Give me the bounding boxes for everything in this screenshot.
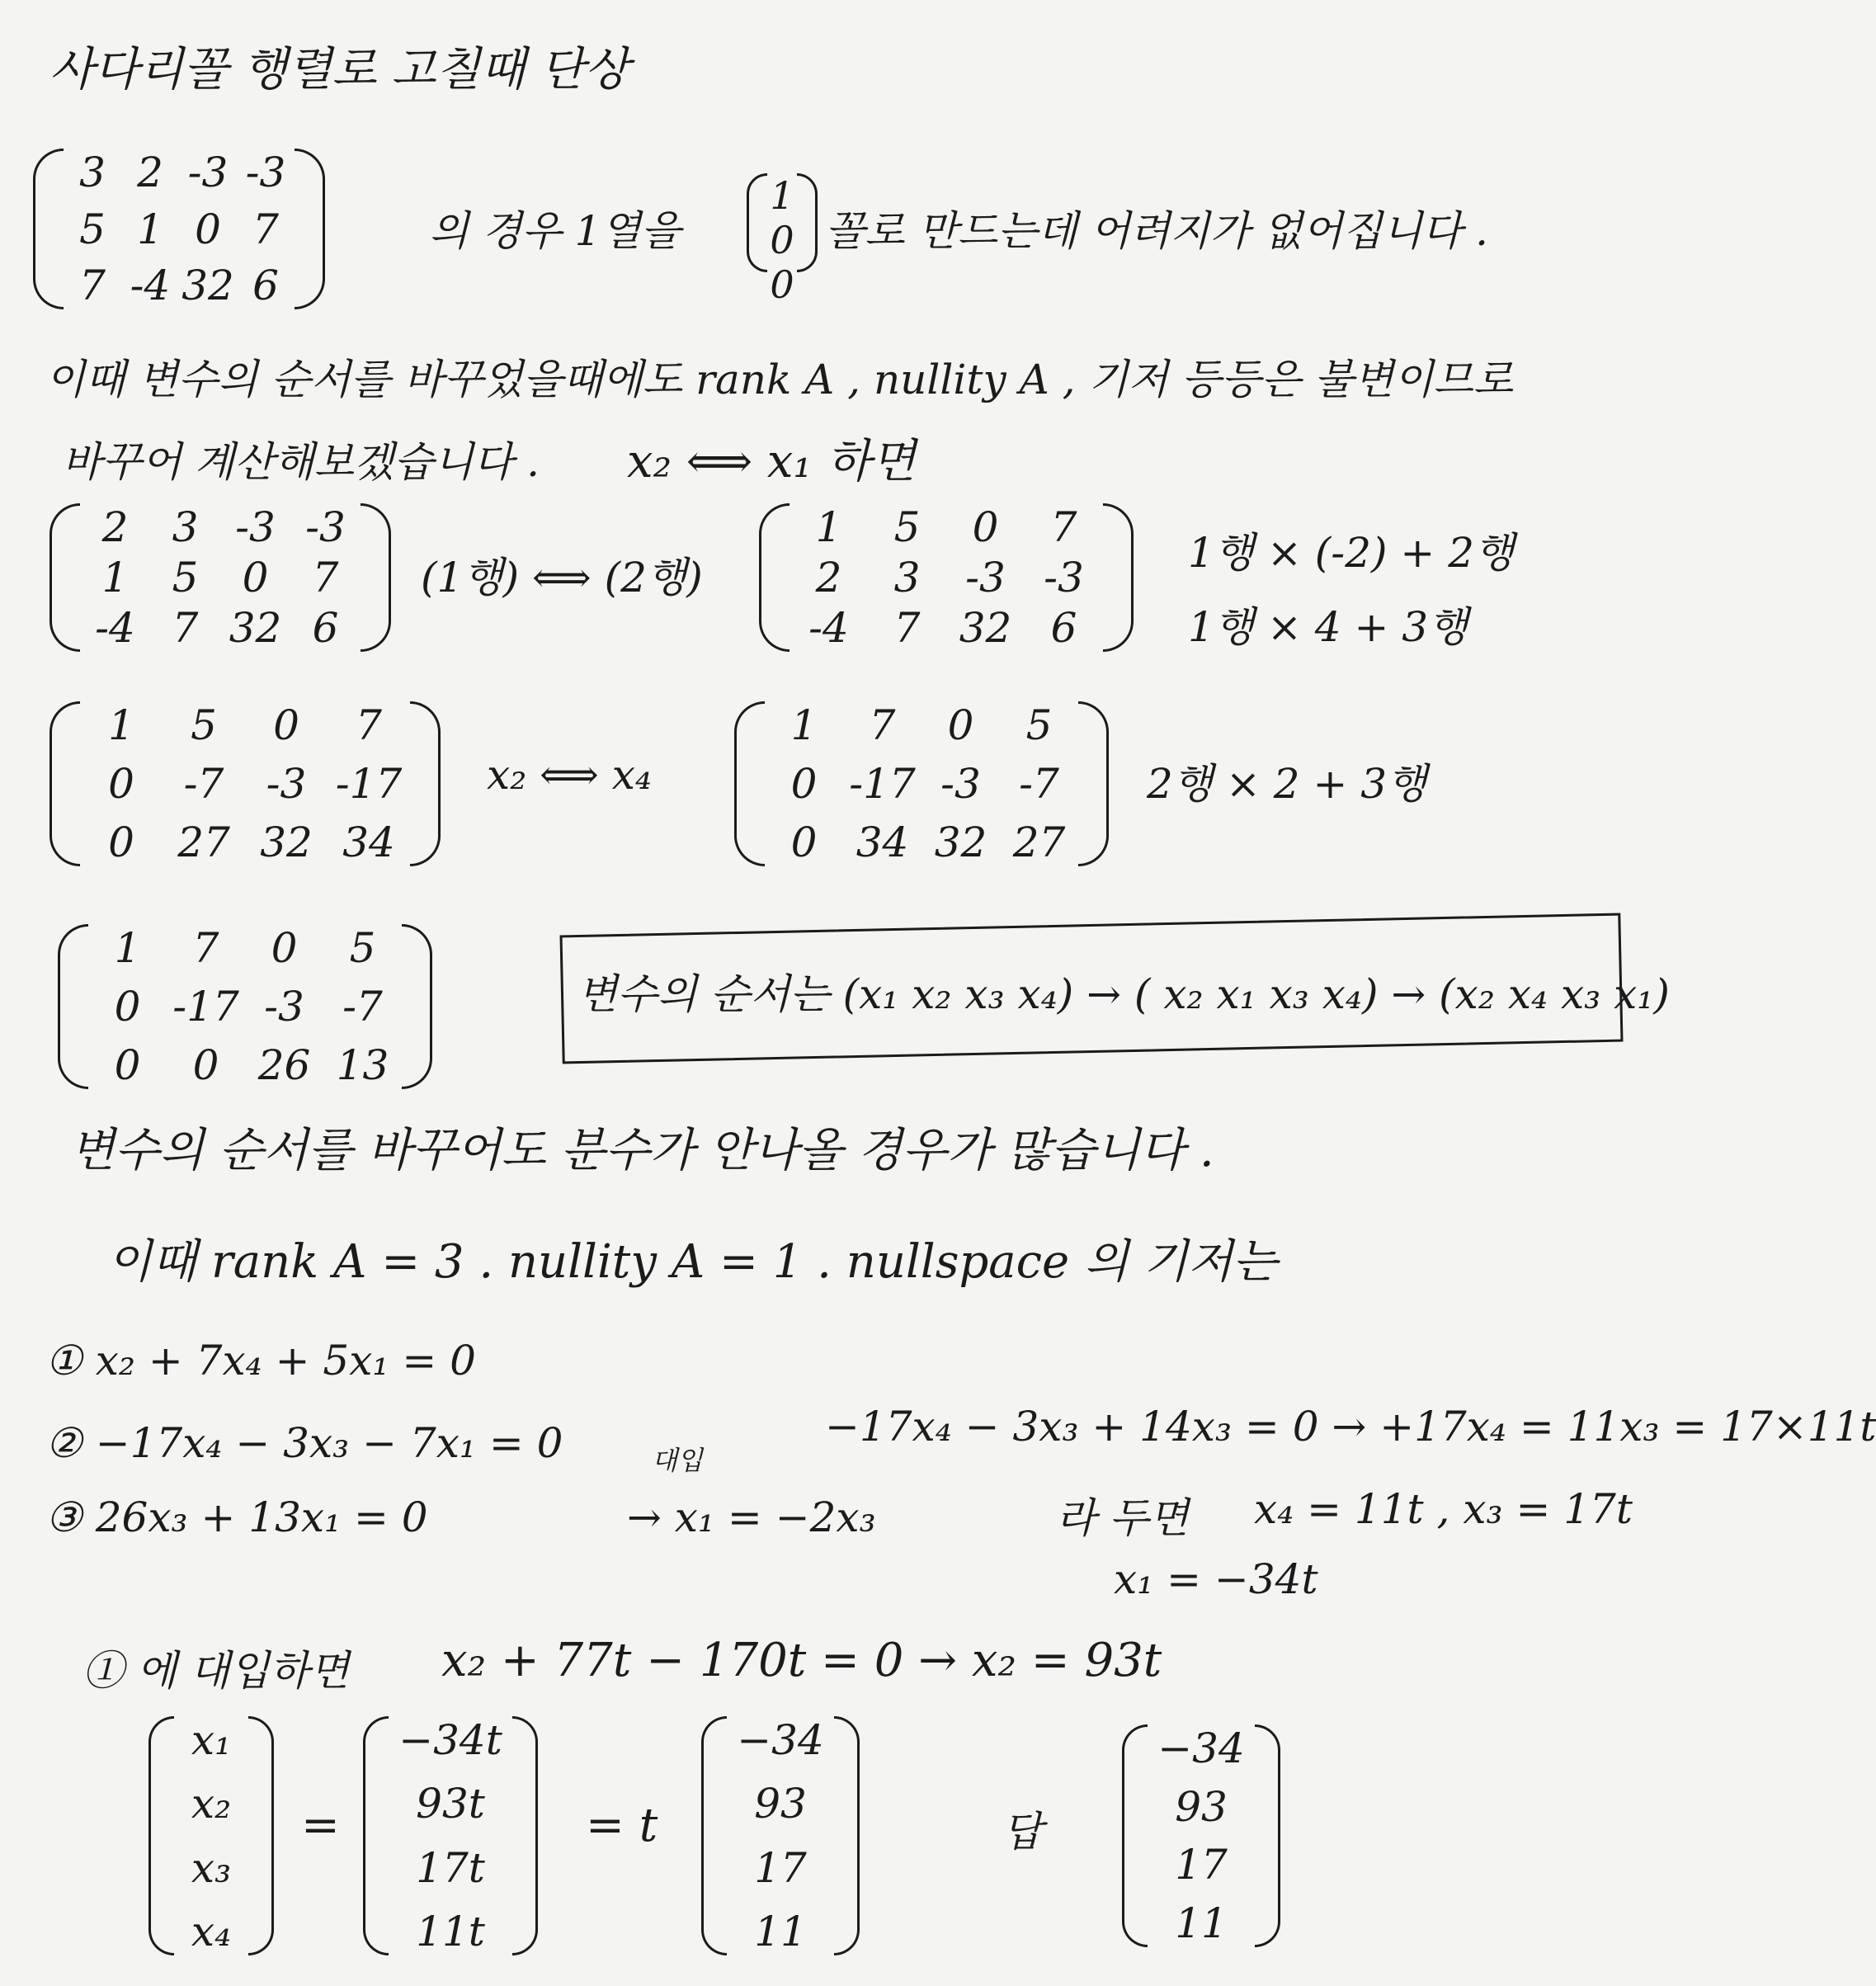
matrix-cell: 1 — [101, 554, 129, 601]
matrix-cell: 2 — [137, 149, 163, 196]
matrix-cell: 0 — [273, 701, 299, 749]
substitute-note: 대입 — [652, 1445, 703, 1476]
matrix-cell: -3 — [1044, 554, 1084, 601]
matrix-cell: 0 — [114, 983, 141, 1031]
line1-text: 의 경우 1열을 — [429, 207, 681, 255]
matrix-cell: -17 — [335, 760, 403, 808]
matrix-cell: 2 — [101, 503, 129, 551]
matrix-cell: -3 — [305, 503, 346, 551]
matrix-cell: -17 — [172, 983, 239, 1031]
matrix-cell: -3 — [187, 149, 229, 196]
matrix-step3 — [49, 701, 441, 866]
matrix-cell: 0 — [271, 924, 298, 972]
matrix-cell: -7 — [183, 760, 224, 808]
matrix-cell: 32 — [959, 604, 1012, 652]
matrix-cell: 1 — [137, 205, 163, 253]
matrix-cell: -3 — [264, 983, 304, 1031]
matrix-cell: 3 — [79, 149, 106, 196]
answer-vector — [1122, 1724, 1280, 1947]
matrix-cell: 13 — [336, 1041, 389, 1089]
matrix-echelon — [58, 924, 432, 1089]
matrix-cell: 7 — [869, 701, 896, 749]
matrix-cell: 0 — [947, 701, 974, 749]
vector-x — [148, 1716, 274, 1955]
equals-sign-1: = — [301, 1799, 340, 1852]
matrix-cell: 1 — [114, 924, 141, 972]
matrix-cell: -4 — [808, 604, 849, 652]
matrix-cell: 32 — [229, 604, 282, 652]
matrix-cell: 0 — [108, 760, 134, 808]
matrix-cell: 6 — [312, 604, 339, 652]
matrix-cell: 7 — [1050, 503, 1077, 551]
matrix-cell: 11 — [1175, 1899, 1228, 1947]
matrix-cell: 0 — [192, 1041, 219, 1089]
line2-text: 이때 변수의 순서를 바꾸었을때에도 rank A , nullity A , 기저 등등은 불변이므로 — [45, 356, 1514, 403]
matrix-cell: 32 — [260, 818, 313, 866]
matrix-cell: 0 — [790, 760, 818, 808]
matrix-cell: 6 — [1050, 604, 1077, 652]
line1b-text: 꼴로 만드는데 어려지가 없어집니다 . — [825, 207, 1488, 255]
matrix-cell: -4 — [130, 262, 171, 309]
matrix-cell: 0 — [770, 262, 794, 307]
matrix-step4 — [734, 701, 1109, 866]
matrix-original — [33, 149, 325, 309]
line4-text: 변수의 순서를 바꾸어도 분수가 안나올 경우가 많습니다 . — [70, 1124, 1214, 1177]
matrix-cell: 7 — [79, 262, 106, 309]
matrix-cell: −34t — [398, 1716, 502, 1764]
op-row-2: 1행 × 4 + 3행 — [1188, 603, 1468, 651]
matrix-step2 — [759, 503, 1134, 652]
matrix-cell: 27 — [177, 818, 230, 866]
matrix-cell: 5 — [1025, 701, 1053, 749]
matrix-cell: -17 — [849, 760, 916, 808]
matrix-cell: 5 — [172, 554, 199, 601]
matrix-cell: 17 — [754, 1843, 807, 1892]
equation-3-result: → x₁ = −2x₃ — [627, 1493, 876, 1541]
matrix-cell: −34 — [737, 1716, 824, 1764]
matrix-cell: -7 — [342, 983, 383, 1031]
matrix-cell: 32 — [934, 818, 987, 866]
op-swap-rows: (1행) ⟺ (2행) — [421, 554, 703, 601]
equation-right-1: −17x₄ − 3x₃ + 14x₃ = 0 → +17x₄ = 11x₃ = 17×11t — [825, 1403, 1876, 1451]
matrix-cell: -3 — [235, 503, 276, 551]
matrix-cell: 93t — [416, 1780, 485, 1828]
matrix-cell: x₄ — [191, 1907, 232, 1955]
equation-1: ① x₂ + 7x₄ + 5x₁ = 0 — [45, 1337, 476, 1385]
matrix-cell: 7 — [172, 604, 199, 652]
vector-n — [701, 1716, 860, 1955]
page-title: 사다리꼴 행렬로 고칠때 단상 — [49, 43, 629, 97]
equation-4: x₂ + 77t − 170t = 0 → x₂ = 93t — [441, 1634, 1162, 1687]
matrix-cell: 5 — [893, 503, 921, 551]
matrix-cell: 17 — [1175, 1841, 1228, 1889]
matrix-cell: 2 — [815, 554, 842, 601]
matrix-cell: 0 — [972, 503, 999, 551]
matrix-cell: 0 — [770, 218, 794, 262]
matrix-cell: 0 — [790, 818, 818, 866]
matrix-cell: 27 — [1012, 818, 1066, 866]
op-row-1: 1행 × (-2) + 2행 — [1188, 529, 1515, 577]
equation-3: ③ 26x₃ + 13x₁ = 0 — [45, 1493, 428, 1541]
matrix-cell: 5 — [349, 924, 376, 972]
matrix-cell: 7 — [356, 701, 382, 749]
matrix-cell: 93 — [1175, 1782, 1228, 1831]
equation-right-3: x₁ = −34t — [1114, 1555, 1318, 1603]
equation-right-2a: 라 두면 — [1056, 1494, 1189, 1542]
matrix-cell: 5 — [191, 701, 217, 749]
matrix-step1 — [49, 503, 391, 652]
equals-t: = t — [586, 1799, 658, 1852]
matrix-cell: 7 — [192, 924, 219, 972]
matrix-cell: 0 — [108, 818, 134, 866]
matrix-cell: 1 — [770, 173, 794, 218]
matrix-cell: 34 — [342, 818, 395, 866]
matrix-cell: 7 — [312, 554, 339, 601]
matrix-cell: 93 — [754, 1780, 807, 1828]
matrix-cell: 3 — [893, 554, 921, 601]
matrix-cell: x₂ — [191, 1780, 232, 1828]
answer-label: 답 — [1002, 1808, 1043, 1856]
matrix-cell: 34 — [856, 818, 909, 866]
matrix-cell: 0 — [114, 1041, 141, 1089]
matrix-cell: 0 — [242, 554, 269, 601]
matrix-cell: 5 — [79, 205, 106, 253]
matrix-cell: 1 — [108, 701, 134, 749]
unit-column-vector — [747, 173, 818, 307]
vector-t — [363, 1716, 538, 1955]
matrix-cell: 7 — [252, 205, 279, 253]
matrix-cell: -3 — [940, 760, 981, 808]
line3b-text: x₂ ⟺ x₁ 하면 — [627, 435, 916, 488]
matrix-cell: 17t — [416, 1843, 485, 1892]
equation-2: ② −17x₄ − 3x₃ − 7x₁ = 0 — [45, 1419, 563, 1467]
matrix-cell: x₃ — [191, 1843, 232, 1892]
matrix-cell: -3 — [266, 760, 307, 808]
matrix-cell: 26 — [257, 1041, 311, 1089]
matrix-cell: 3 — [172, 503, 199, 551]
matrix-cell: 32 — [181, 262, 234, 309]
op-swap-vars: x₂ ⟺ x₄ — [487, 751, 652, 799]
matrix-cell: x₁ — [191, 1716, 232, 1764]
matrix-cell: 6 — [252, 262, 279, 309]
op-row-3: 2행 × 2 + 3행 — [1147, 760, 1427, 808]
line3-text: 바꾸어 계산해보겠습니다 . — [62, 438, 540, 486]
matrix-cell: 7 — [893, 604, 921, 652]
variable-order-note: 변수의 순서는 (x₁ x₂ x₃ x₄) → ( x₂ x₁ x₃ x₄) → (x₂ x₄ x₃ x₁) — [577, 970, 1670, 1018]
matrix-cell: 1 — [815, 503, 842, 551]
matrix-cell: 11 — [754, 1907, 807, 1955]
line5-text: 이때 rank A = 3 . nullity A = 1 . nullspace 의 기저는 — [107, 1235, 1278, 1289]
matrix-cell: -3 — [965, 554, 1006, 601]
matrix-cell: -4 — [95, 604, 135, 652]
matrix-cell: -7 — [1019, 760, 1059, 808]
equation-4-label: ① 에 대입하면 — [82, 1647, 350, 1695]
matrix-cell: 11t — [416, 1907, 485, 1955]
matrix-cell: 1 — [790, 701, 818, 749]
matrix-cell: -3 — [245, 149, 286, 196]
matrix-cell: −34 — [1157, 1724, 1245, 1772]
matrix-cell: 0 — [195, 205, 221, 253]
equation-right-2b: x₄ = 11t , x₃ = 17t — [1254, 1485, 1633, 1533]
